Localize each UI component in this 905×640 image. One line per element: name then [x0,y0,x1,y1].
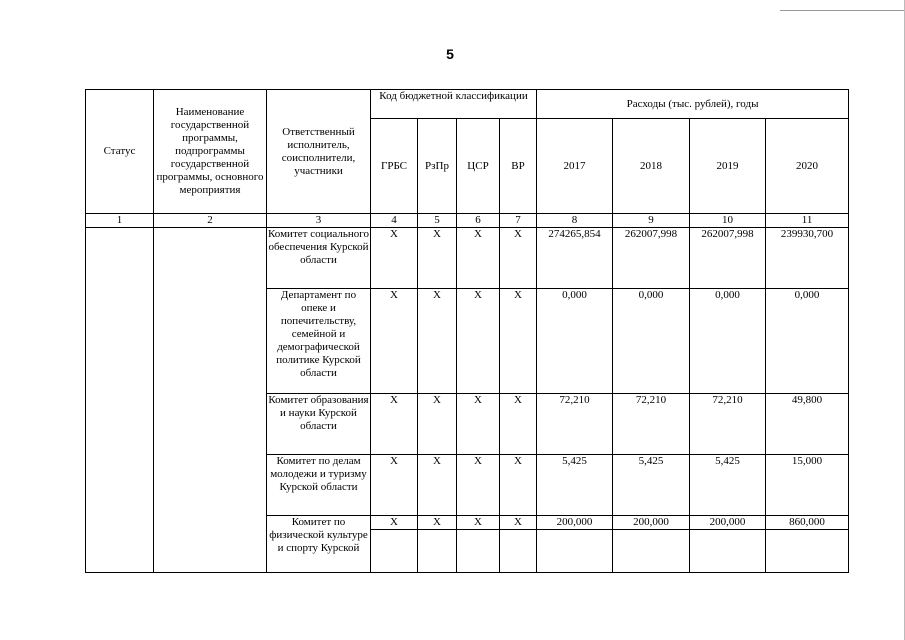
vr-cell: X [500,289,537,394]
column-number: 9 [613,214,690,228]
header-csr: ЦСР [457,119,500,214]
executor-cell: Комитет образования и науки Курской области [267,394,371,455]
rzpr-cell: X [418,455,457,516]
program-name-cell [154,228,267,573]
header-row-1 [86,90,849,119]
header-year-2020: 2020 [766,119,849,214]
csr-cell: X [457,516,500,530]
header-responsible: Ответственный исполнитель, соисполнители, участники [267,90,371,214]
value-2019-cell: 0,000 [690,289,766,394]
rzpr-cell: X [418,289,457,394]
header-vr: ВР [500,119,537,214]
value-2019-cell: 5,425 [690,455,766,516]
budget-table [85,89,849,573]
column-number-row [86,214,849,228]
scan-edge-line-top [780,10,905,11]
header-program-name: Наименование государственной программы, подпрограммы государственной программы, основного мероприятия [154,90,267,214]
column-number: 11 [766,214,849,228]
header-rzpr: РзПр [418,119,457,214]
column-number: 1 [86,214,154,228]
column-number: 7 [500,214,537,228]
value-2017-cell: 0,000 [537,289,613,394]
vr-cell: X [500,228,537,289]
csr-cell: X [457,455,500,516]
empty-cell [537,530,613,573]
page-number: 5 [446,46,454,62]
empty-cell [418,530,457,573]
executor-cell: Комитет по делам молодежи и туризму Курской области [267,455,371,516]
empty-cell [766,530,849,573]
grbs-cell: X [371,289,418,394]
grbs-cell: X [371,516,418,530]
value-2020-cell: 49,800 [766,394,849,455]
header-status: Статус [86,90,154,214]
value-2019-cell: 72,210 [690,394,766,455]
value-2018-cell: 5,425 [613,455,690,516]
empty-cell [457,530,500,573]
value-2020-cell: 860,000 [766,516,849,530]
column-number: 4 [371,214,418,228]
executor-cell: Комитет по физической культуре и спорту Курской [267,516,371,573]
header-budget-code: Код бюджетной классификации [371,90,537,119]
column-number: 3 [267,214,371,228]
table-row [86,228,849,289]
column-number: 8 [537,214,613,228]
empty-cell [613,530,690,573]
value-2017-cell: 5,425 [537,455,613,516]
value-2017-cell: 274265,854 [537,228,613,289]
header-year-2018: 2018 [613,119,690,214]
header-expenses: Расходы (тыс. рублей), годы [537,90,849,119]
value-2018-cell: 262007,998 [613,228,690,289]
header-grbs: ГРБС [371,119,418,214]
grbs-cell: X [371,228,418,289]
header-year-2019: 2019 [690,119,766,214]
executor-cell: Комитет социального обеспечения Курской области [267,228,371,289]
status-cell [86,228,154,573]
value-2020-cell: 15,000 [766,455,849,516]
value-2017-cell: 72,210 [537,394,613,455]
value-2018-cell: 200,000 [613,516,690,530]
executor-cell: Департамент по опеке и попечительству, семейной и демографической политике Курской области [267,289,371,394]
empty-cell [371,530,418,573]
value-2018-cell: 72,210 [613,394,690,455]
value-2017-cell: 200,000 [537,516,613,530]
column-number: 2 [154,214,267,228]
value-2020-cell: 239930,700 [766,228,849,289]
empty-cell [500,530,537,573]
value-2019-cell: 262007,998 [690,228,766,289]
header-year-2017: 2017 [537,119,613,214]
rzpr-cell: X [418,228,457,289]
csr-cell: X [457,394,500,455]
csr-cell: X [457,228,500,289]
column-number: 10 [690,214,766,228]
rzpr-cell: X [418,394,457,455]
empty-cell [690,530,766,573]
vr-cell: X [500,394,537,455]
value-2020-cell: 0,000 [766,289,849,394]
value-2019-cell: 200,000 [690,516,766,530]
column-number: 5 [418,214,457,228]
grbs-cell: X [371,455,418,516]
column-number: 6 [457,214,500,228]
vr-cell: X [500,455,537,516]
vr-cell: X [500,516,537,530]
rzpr-cell: X [418,516,457,530]
value-2018-cell: 0,000 [613,289,690,394]
grbs-cell: X [371,394,418,455]
csr-cell: X [457,289,500,394]
